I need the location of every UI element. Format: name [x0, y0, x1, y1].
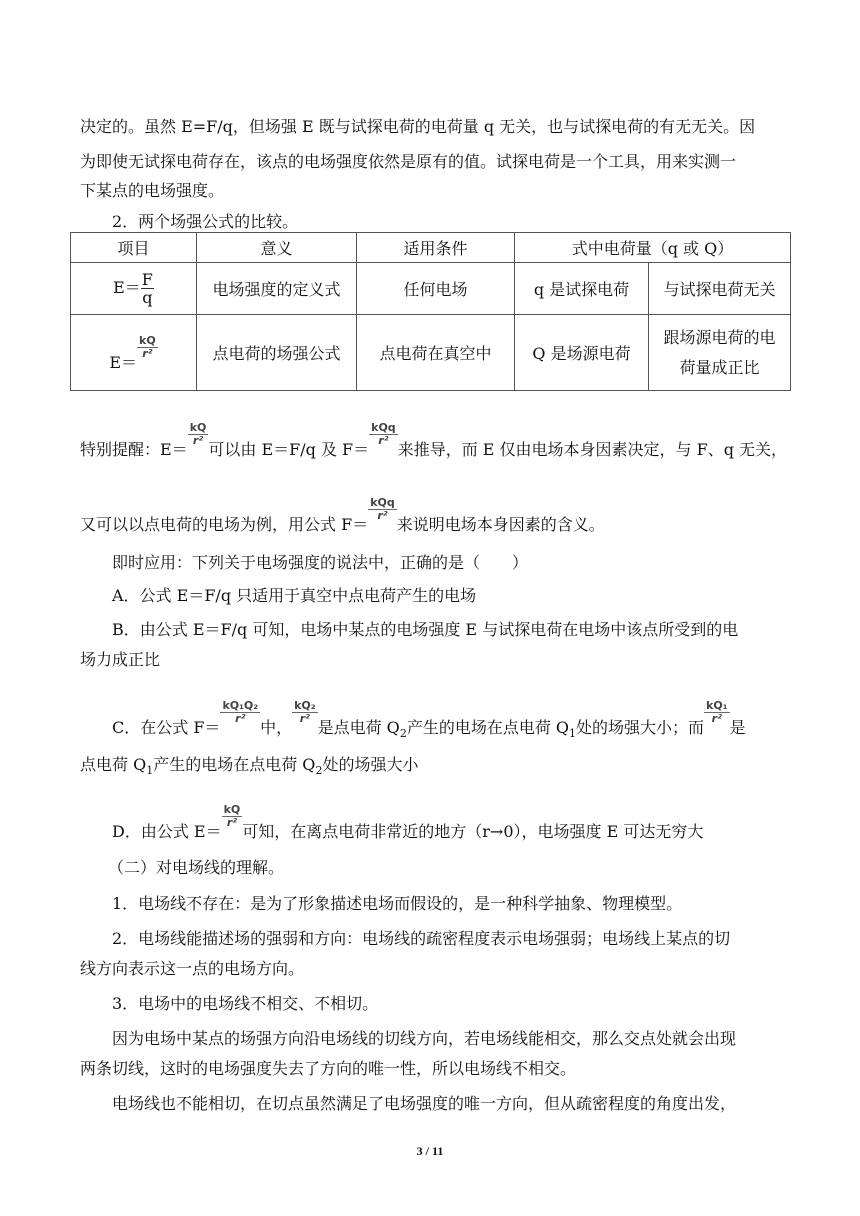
table-cell: 任何电场 [357, 263, 515, 315]
reminder-text: 特别提醒：E＝ [80, 440, 188, 459]
body-text-line: 决定的。虽然 E=F/q，但场强 E 既与试探电荷的电荷量 q 无关，也与试探电荷的有无无关。因 [80, 117, 756, 136]
table-header-cell: 适用条件 [357, 233, 515, 263]
option-text: C．在公式 F＝ [112, 718, 221, 737]
formula-fraction [188, 422, 209, 447]
table-cell: q 是试探电荷 [515, 263, 649, 315]
formula-cell [71, 315, 197, 391]
section-heading: （二）对电场线的理解。 [108, 858, 285, 877]
subscript: 1 [569, 727, 577, 741]
formula-prefix: E＝ [109, 352, 137, 372]
formula-fraction [220, 700, 260, 725]
option-c [112, 699, 746, 744]
reminder-line [80, 496, 605, 538]
option-text: 产生的电场在点电荷 Q [406, 718, 570, 737]
body-text-line: 因为电场中某点的场强方向沿电场线的切线方向，若电场线能相交，那么交点处就会出现 [112, 1029, 737, 1048]
subscript: 1 [146, 764, 154, 778]
fraction-denominator: r² [378, 434, 389, 447]
table-cell: Q 是场源电荷 [515, 315, 649, 391]
option-text: D．由公式 E＝ [112, 822, 222, 841]
table-header-cell: 项目 [71, 233, 197, 263]
body-text-line: 为即使无试探电荷存在，该点的电场强度依然是原有的值。试探电荷是一个工具，用来实测一 [80, 152, 737, 171]
fraction-denominator: r² [192, 434, 204, 447]
body-text-line: 线方向表示这一点的电场方向。 [80, 959, 305, 978]
formula-fraction [369, 422, 398, 447]
option-text: 处的场强大小；而 [576, 718, 705, 737]
fraction-numerator: kQ [223, 803, 241, 816]
fraction-numerator: kQq [370, 496, 395, 509]
formula-fraction [137, 335, 158, 360]
option-text: 是 [729, 718, 746, 737]
option-d [112, 803, 704, 845]
table-cell: 与试探电荷无关 [649, 263, 791, 315]
table-cell [649, 315, 791, 391]
subscript: 2 [399, 727, 407, 741]
reminder-text: 又可以以点电荷的电场为例，用公式 F＝ [80, 515, 369, 534]
fraction-denominator: r² [299, 712, 310, 725]
formula-cell [71, 263, 197, 315]
table-cell: 点电荷在真空中 [357, 315, 515, 391]
table-header-cell: 意义 [197, 233, 357, 263]
reminder-text: 来推导，而 E 仅由电场本身因素决定，与 F、q 无关， [397, 440, 788, 459]
table-header-row [71, 233, 791, 263]
fraction-denominator: r² [711, 712, 722, 725]
fraction-numerator: kQ₁ [706, 699, 728, 712]
table-header-cell: 式中电荷量（q 或 Q） [515, 233, 791, 263]
body-text-line: 两条切线，这时的电场强度失去了方向的唯一性，所以电场线不相交。 [80, 1059, 577, 1078]
body-text-line: 3．电场中的电场线不相交、不相切。 [112, 994, 379, 1013]
question-stem: 即时应用：下列关于电场强度的说法中，正确的是（ ） [112, 553, 529, 572]
body-text-line: 2．电场线能描述场的强弱和方向：电场线的疏密程度表示电场强弱；电场线上某点的切 [112, 929, 731, 948]
reminder-text: 可以由 E＝F/q 及 F＝ [208, 440, 370, 459]
table-row [71, 263, 791, 315]
fraction-numerator: kQ [139, 333, 156, 347]
comparison-table [70, 232, 791, 391]
cell-line: 跟场源电荷的电 [663, 327, 776, 347]
option-text: 产生的电场在点电荷 Q [153, 755, 316, 774]
body-text-line: 1．电场线不存在：是为了形象描述电场而假设的，是一种科学抽象、物理模型。 [112, 894, 683, 913]
subscript: 2 [315, 764, 323, 778]
fraction-denominator: r² [235, 712, 246, 725]
formula-fraction [368, 497, 397, 522]
fraction-denominator: r² [142, 346, 153, 360]
option-text: 点电荷 Q [80, 755, 147, 774]
body-text-line: 下某点的电场强度。 [80, 181, 225, 200]
fraction-denominator: q [142, 288, 153, 307]
formula-prefix: E＝ [113, 278, 141, 297]
option-c-continued [80, 755, 418, 781]
fraction-numerator: kQq [371, 421, 396, 434]
fraction-numerator: kQ₂ [294, 699, 316, 712]
option-text: 是点电荷 Q [317, 718, 400, 737]
section-heading: 2．两个场强公式的比较。 [112, 212, 299, 231]
formula-fraction [704, 700, 729, 725]
fraction-numerator: F [141, 270, 153, 289]
table-cell: 点电荷的场强公式 [197, 315, 357, 391]
option-a: A．公式 E＝F/q 只适用于真空中点电荷产生的电场 [112, 586, 477, 605]
reminder-text: 来说明电场本身因素的含义。 [396, 515, 605, 534]
option-b: B．由公式 E＝F/q 可知，电场中某点的电场强度 E 与试探电荷在电场中该点所受到的电 [112, 620, 739, 639]
option-text: 中， [260, 718, 293, 737]
formula-fraction [141, 271, 154, 306]
body-text-line: 电场线也不能相切，在切点虽然满足了电场强度的唯一方向，但从疏密程度的角度出发， [112, 1094, 737, 1113]
page-number: 3 / 11 [416, 1144, 444, 1158]
formula-fraction [292, 700, 317, 725]
fraction-denominator: r² [226, 816, 238, 829]
table-cell: 电场强度的定义式 [197, 263, 357, 315]
option-text: 可知，在离点电荷非常近的地方（r→0），电场强度 E 可达无穷大 [242, 822, 704, 841]
fraction-numerator: kQ₁Q₂ [222, 699, 259, 712]
reminder-line [80, 421, 788, 463]
fraction-denominator: r² [377, 509, 388, 522]
formula-fraction [222, 804, 243, 829]
option-text: 处的场强大小 [322, 755, 419, 774]
option-b-continued: 场力成正比 [80, 650, 161, 669]
table-row [71, 315, 791, 391]
fraction-numerator: kQ [189, 421, 207, 434]
cell-line: 荷量成正比 [679, 357, 760, 377]
